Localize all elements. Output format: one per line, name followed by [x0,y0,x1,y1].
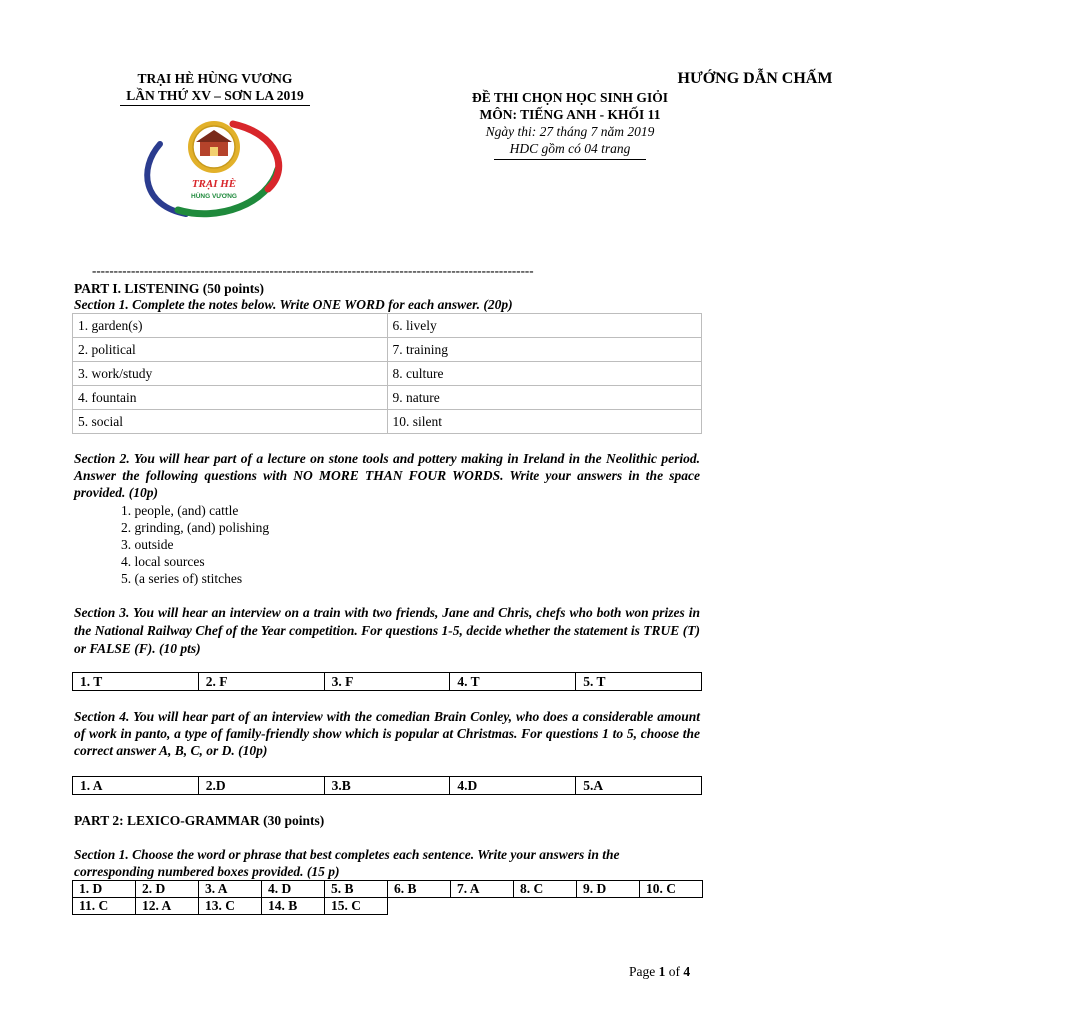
list-item: 1. people, (and) cattle [121,503,239,518]
table-row [73,881,703,898]
table-cell: 2. political [73,338,388,362]
section1-answer-table [72,313,702,434]
table-cell: 5. T [576,673,702,691]
page-of: of [668,964,680,979]
part2-title: PART 2: LEXICO-GRAMMAR (30 points) [74,813,325,828]
table-cell: 4. T [450,673,576,691]
part1-section1-instruction: Section 1. Complete the notes below. Write ONE WORD for each answer. (20p) [74,297,513,312]
table-cell: 6. B [388,881,451,898]
table-row [73,673,702,691]
page-total: 4 [683,964,691,979]
document-title: HƯỚNG DẪN CHẤM [677,70,833,87]
part1-section2-instruction: Section 2. You will hear part of a lecture on stone tools and pottery making in Ireland in the Neolithic period. Answer the following questions with NO MORE THAN FOUR WORDS. Write your answers in the space provided. (10p) [74,451,700,500]
table-cell: 3.B [324,777,450,795]
table-cell: 9. D [577,881,640,898]
table-cell: 1. A [73,777,199,795]
table-row [73,362,702,386]
subject-line: MÔN: TIẾNG ANH - KHỐI 11 [479,107,661,122]
part1-section3-instruction: Section 3. You will hear an interview on a train with two friends, Jane and Chris, chefs who both won prizes in the National Railway Chef of the Year competition. For questions 1-5, decide whether the statement is TRUE (T) or FALSE (F). (10 pts) [74,605,700,656]
table-cell: 8. C [514,881,577,898]
table-cell: 6. lively [387,314,702,338]
empty-cell [451,898,514,915]
table-cell: 10. C [640,881,703,898]
table-cell: 2. F [198,673,324,691]
table-row [73,338,702,362]
table-row [73,314,702,338]
table-cell: 2. D [136,881,199,898]
part1-title: PART I. LISTENING (50 points) [74,281,264,296]
page-label: Page [629,964,656,979]
logo-text-bottom: HÙNG VƯƠNG [191,193,237,200]
camp-name: TRẠI HÈ HÙNG VƯƠNG [137,71,293,86]
page-number: 1 [658,964,666,979]
list-item: 3. outside [121,537,174,552]
section3-answer-table [72,672,702,691]
table-cell: 5. social [73,410,388,434]
table-cell: 3. work/study [73,362,388,386]
empty-cell [388,898,451,915]
exam-name: ĐỀ THI CHỌN HỌC SINH GIỎI [472,90,668,105]
table-cell: 8. culture [387,362,702,386]
table-cell: 9. nature [387,386,702,410]
table-row [73,777,702,795]
header-right [440,68,833,160]
table-cell: 3. F [324,673,450,691]
table-cell: 7. A [451,881,514,898]
table-cell: 11. C [73,898,136,915]
table-cell: 14. B [262,898,325,915]
table-cell: 4.D [450,777,576,795]
exam-date: Ngày thi: 27 tháng 7 năm 2019 [485,124,655,139]
table-cell: 13. C [199,898,262,915]
table-cell: 15. C [325,898,388,915]
table-cell: 4. D [262,881,325,898]
dashed-separator: ------------------------------------------------------------------------------------------------------ [92,263,534,278]
table-cell: 7. training [387,338,702,362]
table-cell: 2.D [198,777,324,795]
table-cell: 5.A [576,777,702,795]
part1-section4-instruction: Section 4. You will hear part of an interview with the comedian Brain Conley, who does a considerable amount of work in panto, a type of family-friendly show which is popular at Christmas. For questions 1 to 5, choose the correct answer A, B, C, or D. (10p) [74,709,700,758]
section4-answer-table [72,776,702,795]
part2-section1-instruction: Section 1. Choose the word or phrase that best completes each sentence. Write your answers in the corresponding numbered boxes provided. (15 p) [74,847,620,879]
logo-text-top: TRẠI HÈ [191,178,237,190]
list-item: 5. (a series of) stitches [121,571,243,586]
table-cell: 5. B [325,881,388,898]
camp-logo [138,114,290,232]
empty-cell [640,898,703,915]
section2-answer-list [121,502,269,587]
table-cell: 1. T [73,673,199,691]
list-item: 2. grinding, (and) polishing [121,520,270,535]
list-item: 4. local sources [121,554,205,569]
table-row [73,898,703,915]
empty-cell [514,898,577,915]
header-underline [494,159,646,160]
lexico-answer-grid [72,880,703,915]
table-cell: 4. fountain [73,386,388,410]
camp-edition: LẦN THỨ XV – SƠN LA 2019 [120,87,310,106]
table-row [73,386,702,410]
table-cell: 1. D [73,881,136,898]
table-cell: 10. silent [387,410,702,434]
empty-cell [577,898,640,915]
page-footer [629,964,690,980]
table-cell: 3. A [199,881,262,898]
page-count-note: HDC gồm có 04 trang [509,141,631,156]
table-cell: 1. garden(s) [73,314,388,338]
table-row [73,410,702,434]
header-left [90,70,340,106]
table-cell: 12. A [136,898,199,915]
